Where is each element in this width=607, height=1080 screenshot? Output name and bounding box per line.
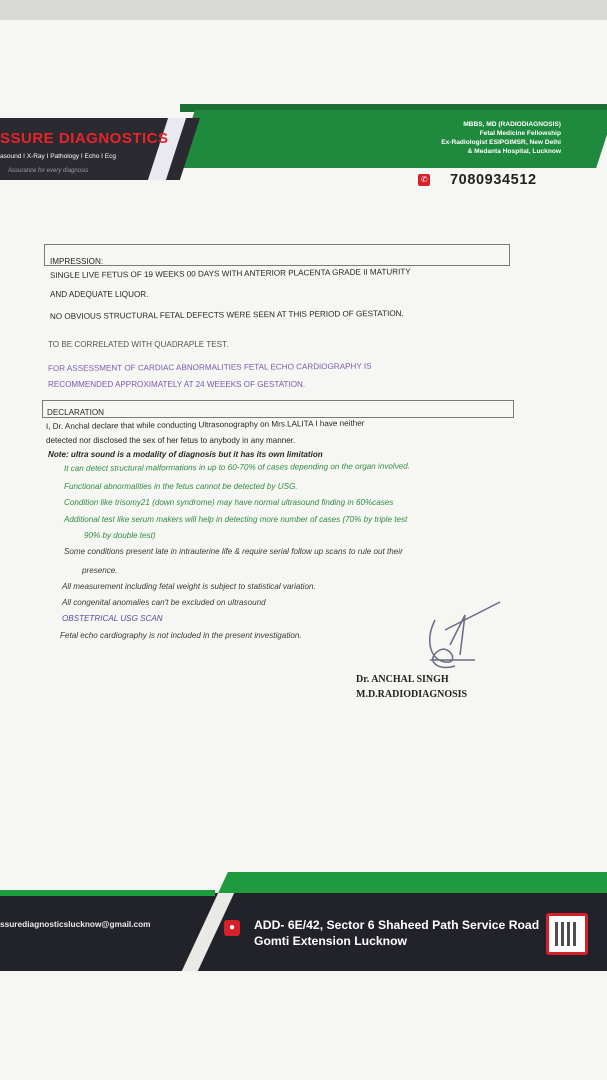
impression-box (44, 244, 510, 266)
limitation-point: 90% by double test) (84, 531, 156, 540)
declaration-line: Fetal echo cardiography is not included in the present investigation. (60, 631, 302, 640)
email-address: ssurediagnosticslucknow@gmail.com (0, 919, 151, 929)
declaration-line: detected nor disclosed the sex of her fetus to anybody in any manner. (46, 436, 296, 445)
brand-name: SSURE DIAGNOSTICS (0, 130, 169, 147)
qr-code-icon (546, 913, 588, 955)
impression-line: SINGLE LIVE FETUS OF 19 WEEKS 00 DAYS WITH ANTERIOR PLACENTA GRADE II MATURITY (49, 267, 411, 280)
impression-line: AND ADEQUATE LIQUOR. (50, 290, 149, 299)
declaration-line: I, Dr. Anchal declare that while conducting Ultrasonography on Mrs.LALITA I have neither (45, 418, 365, 431)
doctor-degree: M.D.RADIODIAGNOSIS (356, 689, 468, 700)
scan-title: OBSTETRICAL USG SCAN (62, 614, 163, 623)
handwritten-signature (405, 600, 505, 680)
limitation-point: Additional test like serum makers will help in detecting more number of cases (70% by triple test (64, 515, 408, 524)
phone-glyph: ✆ (421, 175, 428, 184)
qualification-line: Ex-Radiologist ESIPGIMSR, New Delhi (441, 139, 561, 146)
phone-number: 7080934512 (450, 172, 537, 188)
qualification-line: Fetal Medicine Fellowship (479, 130, 561, 137)
doctor-name: Dr. ANCHAL SINGH (356, 674, 449, 685)
impression-line: TO BE CORRELATED WITH QUADRAPLE TEST. (48, 340, 229, 349)
impression-heading: IMPRESSION: (50, 257, 104, 266)
brand-services: asound I X-Ray I Pathology I Echo I Ecg (0, 153, 116, 160)
footer-green-strip (0, 890, 215, 896)
doctor-qualifications (441, 120, 561, 156)
location-pin-icon: ● (224, 920, 240, 936)
brand-tagline: Assurance for every diagnosis (8, 168, 89, 174)
limitation-point: Condition like trisomy21 (down syndrome) may have normal ultrasound finding in 60%cases (64, 498, 394, 507)
qualification-line: MBBS, MD (RADIODIAGNOSIS) (463, 121, 561, 128)
address-line: ADD- 6E/42, Sector 6 Shaheed Path Service Road (254, 918, 540, 932)
declaration-heading: DECLARATION (47, 408, 104, 417)
qualification-line: & Medanta Hospital, Lucknow (467, 148, 561, 155)
limitation-point: It can detect structural malformations in up to 60-70% of cases depending on the organ involved. (63, 461, 411, 473)
limitation-point: Functional abnormalities in the fetus cannot be detected by USG. (64, 482, 298, 491)
address-line: Gomti Extension Lucknow (254, 934, 408, 948)
declaration-note: Note: ultra sound is a modality of diagnosis but it has its own limitation (48, 450, 323, 459)
declaration-line: All measurement including fetal weight is subject to statistical variation. (62, 582, 316, 591)
declaration-line: presence. (82, 566, 118, 575)
address (254, 917, 539, 949)
declaration-line: All congenital anomalies can't be excluded on ultrasound (62, 598, 266, 607)
impression-line: FOR ASSESSMENT OF CARDIAC ABNORMALITIES FETAL ECHO CARDIOGRAPHY IS (47, 361, 372, 373)
impression-line: RECOMMENDED APPROXIMATELY AT 24 WEEEKS OF GESTATION. (48, 380, 306, 389)
declaration-line: Some conditions present late in intrauterine life & require serial follow up scans to rule out their (64, 547, 403, 556)
impression-line: NO OBVIOUS STRUCTURAL FETAL DEFECTS WERE SEEN AT THIS PERIOD OF GESTATION. (49, 308, 404, 321)
declaration-box (42, 400, 514, 418)
